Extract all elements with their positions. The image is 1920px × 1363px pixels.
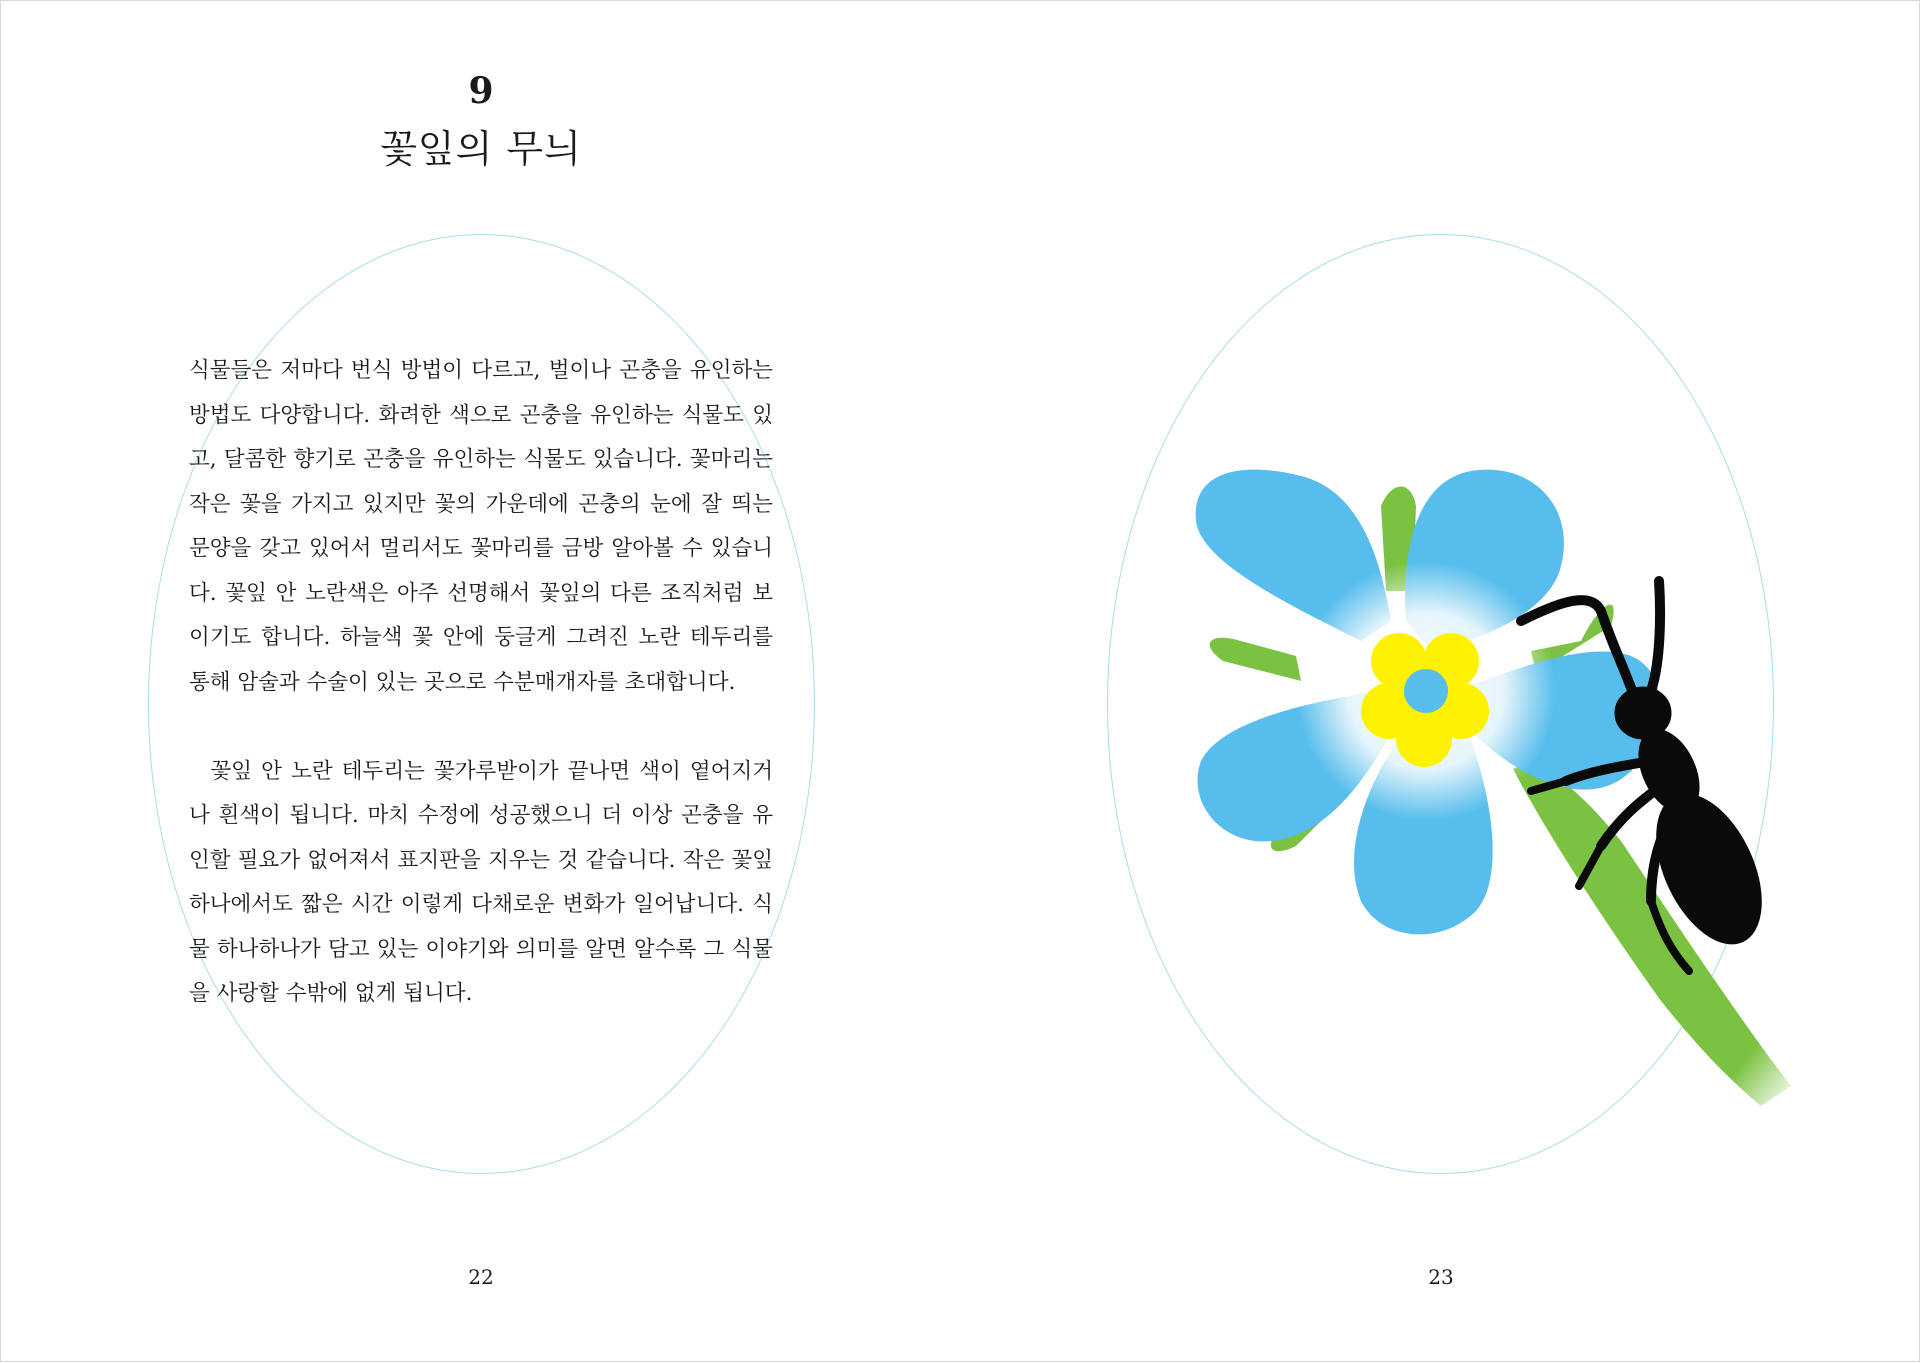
page-number-right: 23 (1428, 1265, 1454, 1289)
chapter-number: 9 (468, 70, 494, 112)
left-page (1, 1, 961, 1363)
flower-center-hole (1404, 669, 1448, 713)
body-text (189, 349, 773, 1017)
chapter-title: 꽃잎의 무늬 (380, 127, 582, 171)
flower-ant-illustration (961, 1, 1920, 1363)
page-number-left: 22 (468, 1265, 494, 1289)
sepal-left (1210, 638, 1301, 681)
right-page (961, 1, 1920, 1363)
paragraph-2: 꽃잎 안 노란 테두리는 꽃가루받이가 끝나면 색이 옅어지거나 흰색이 됩니다. 마치 수정에 성공했으니 더 이상 곤충을 유인할 필요가 없어져서 표지판을 지우는 것 같습니다. 작은 꽃잎 하나에서도 짧은 시간 이렇게 다채로운 변화가 일어납니다. 식물 하나하나가 담고 있는 이야기와 의미를 알면 알수록 그 식물을 사랑할 수밖에 없게 됩니다. (189, 758, 773, 1006)
paragraph-1: 식물들은 저마다 번식 방법이 다르고, 벌이나 곤충을 유인하는 방법도 다양합니다. 화려한 색으로 곤충을 유인하는 식물도 있고, 달콤한 향기로 곤충을 유인하는 식물도 있습니다. 꽃마리는 작은 꽃을 가지고 있지만 꽃의 가운데에 곤충의 눈에 잘 띄는 문양을 갖고 있어서 멀리서도 꽃마리를 금방 알아볼 수 있습니다. 꽃잎 안 노란색은 아주 선명해서 꽃잎의 다른 조직처럼 보이기도 합니다. 하늘색 꽃 안에 둥글게 그려진 노란 테두리를 통해 암술과 수술이 있는 곳으로 수분매개자를 초대합니다. (189, 358, 773, 695)
